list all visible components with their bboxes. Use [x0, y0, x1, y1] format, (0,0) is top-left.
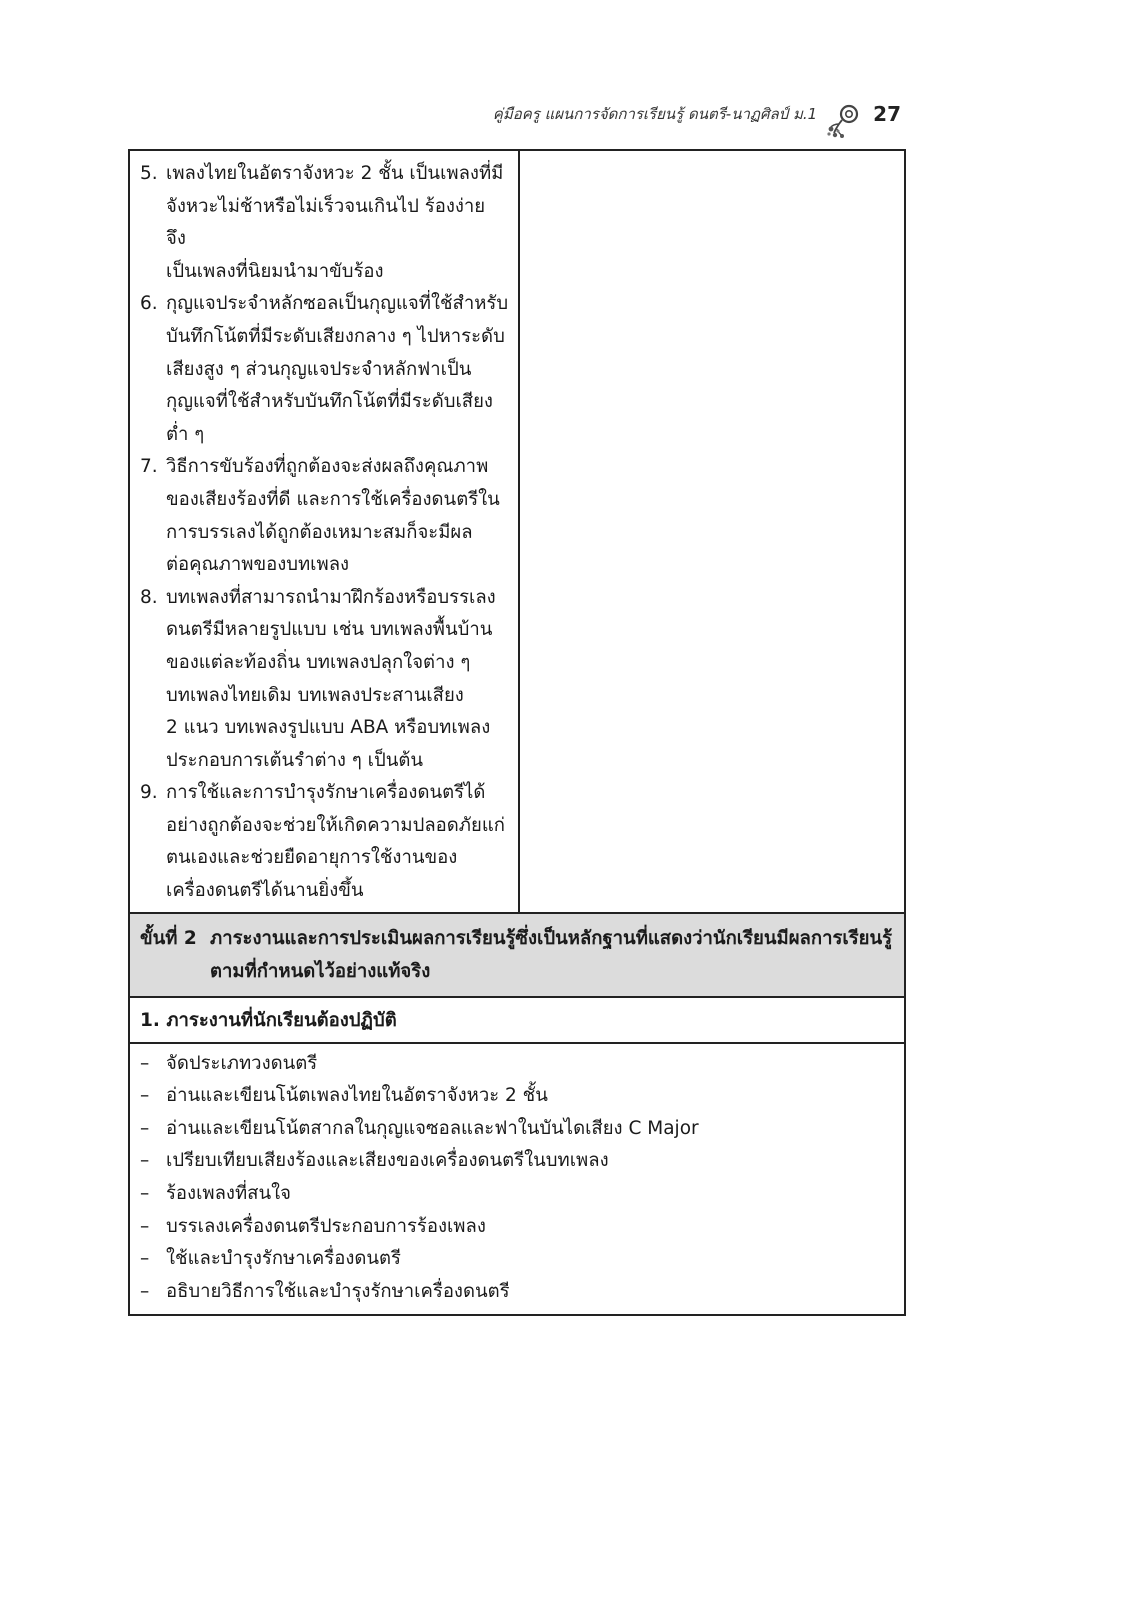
- dash-bullet: –: [140, 1280, 150, 1302]
- task-text: อธิบายวิธีการใช้และบำรุงรักษาเครื่องดนตรี: [166, 1280, 510, 1302]
- step2-heading-cell: [129, 913, 905, 997]
- item-text: การใช้และการบำรุงรักษาเครื่องดนตรีได้ อย่างถูกต้องจะช่วยให้เกิดความปลอดภัยแก่ ตนเองและช่วยยืดอายุการใช้งานของ เครื่องดนตรีได้นานยิ่งขึ้น: [166, 782, 505, 902]
- task-text: ร้องเพลงที่สนใจ: [166, 1183, 291, 1205]
- list-item: [140, 777, 510, 907]
- item-text: เพลงไทยในอัตราจังหวะ 2 ชั้น เป็นเพลงที่มี จังหวะไม่ช้าหรือไม่เร็วจนเกินไป ร้องง่าย จึง เป็นเพลงที่นิยมนำมาขับร้อง: [166, 163, 504, 282]
- header-title: คู่มือครู แผนการจัดการเรียนรู้ ดนตรี-นาฏศิลป์ ม.1: [492, 105, 818, 123]
- list-item: [140, 158, 510, 288]
- running-header: [493, 94, 901, 134]
- list-item: [140, 582, 510, 778]
- list-item: [140, 1243, 894, 1276]
- list-item: [140, 1048, 894, 1081]
- tasks-heading: 1. ภาระงานที่นักเรียนต้องปฏิบัติ: [129, 997, 905, 1043]
- item-number: 8.: [140, 586, 158, 608]
- tasks-cell: [129, 1043, 905, 1316]
- item-number: 6.: [140, 293, 158, 315]
- dash-bullet: –: [140, 1150, 150, 1172]
- task-list: [130, 1044, 904, 1315]
- knowledge-row: [129, 150, 905, 913]
- lesson-plan-table: [128, 149, 906, 1316]
- item-text: บทเพลงที่สามารถนำมาฝึกร้องหรือบรรเลง ดนตรีมีหลายรูปแบบ เช่น บทเพลงพื้นบ้าน ของแต่ละท้องถิ่น บทเพลงปลุกใจต่าง ๆ บทเพลงไทยเดิม บทเพลงประสานเสียง 2 แนว บทเพลงรูปแบบ ABA หรือบทเพลง ประกอบการเต้นรำต่าง ๆ เป็นต้น: [166, 586, 496, 771]
- item-number: 5.: [140, 163, 158, 184]
- empty-cell: [519, 150, 905, 913]
- list-item: [140, 1211, 894, 1244]
- task-text: เปรียบเทียบเสียงร้องและเสียงของเครื่องดนตรีในบทเพลง: [166, 1150, 609, 1172]
- dash-bullet: –: [140, 1117, 150, 1139]
- knowledge-cell: [129, 150, 519, 913]
- task-text: ใช้และบำรุงรักษาเครื่องดนตรี: [166, 1248, 401, 1270]
- list-item: [140, 288, 510, 451]
- dash-bullet: –: [140, 1052, 150, 1074]
- tasks-row: [129, 1043, 905, 1316]
- dash-bullet: –: [140, 1215, 150, 1237]
- list-item: [140, 1080, 894, 1113]
- task-text: จัดประเภทวงดนตรี: [166, 1052, 318, 1074]
- task-text: อ่านและเขียนโน้ตเพลงไทยในอัตราจังหวะ 2 ชั้น: [166, 1085, 548, 1107]
- task-text: อ่านและเขียนโน้ตสากลในกุญแจซอลและฟาในบันไดเสียง C Major: [166, 1117, 699, 1139]
- page-number: 27: [873, 102, 901, 126]
- list-item: [140, 1145, 894, 1178]
- dash-bullet: –: [140, 1183, 150, 1205]
- list-item: [140, 1178, 894, 1211]
- step2-label: ขั้นที่ 2: [140, 927, 197, 949]
- step2-heading: [140, 922, 894, 988]
- item-number: 7.: [140, 456, 158, 478]
- step-row: [129, 913, 905, 997]
- step2-title: ภาระงานและการประเมินผลการเรียนรู้ซึ่งเป็นหลักฐานที่แสดงว่านักเรียนมีผลการเรียนรู้ ตามที่กำหนดไว้อย่างแท้จริง: [210, 927, 893, 982]
- tasks-heading-row: [129, 997, 905, 1043]
- knowledge-list: [130, 151, 518, 912]
- list-item: [140, 451, 510, 581]
- item-text: วิธีการขับร้องที่ถูกต้องจะส่งผลถึงคุณภาพ ของเสียงร้องที่ดี และการใช้เครื่องดนตรีใน การบรรเลงได้ถูกต้องเหมาะสมก็จะมีผล ต่อคุณภาพของบทเพลง: [166, 456, 500, 576]
- item-text: กุญแจประจำหลักซอลเป็นกุญแจที่ใช้สำหรับ บันทึกโน้ตที่มีระดับเสียงกลาง ๆ ไปหาระดับ เสียงสูง ๆ ส่วนกุญแจประจำหลักฟาเป็น กุญแจที่ใช้สำหรับบันทึกโน้ตที่มีระดับเสียง ต่ำ ๆ: [166, 293, 509, 445]
- item-number: 9.: [140, 782, 158, 804]
- flower-ornament-icon: [825, 100, 865, 140]
- dash-bullet: –: [140, 1248, 150, 1270]
- list-item: [140, 1113, 894, 1146]
- list-item: [140, 1276, 894, 1309]
- task-text: บรรเลงเครื่องดนตรีประกอบการร้องเพลง: [166, 1215, 486, 1237]
- dash-bullet: –: [140, 1085, 150, 1107]
